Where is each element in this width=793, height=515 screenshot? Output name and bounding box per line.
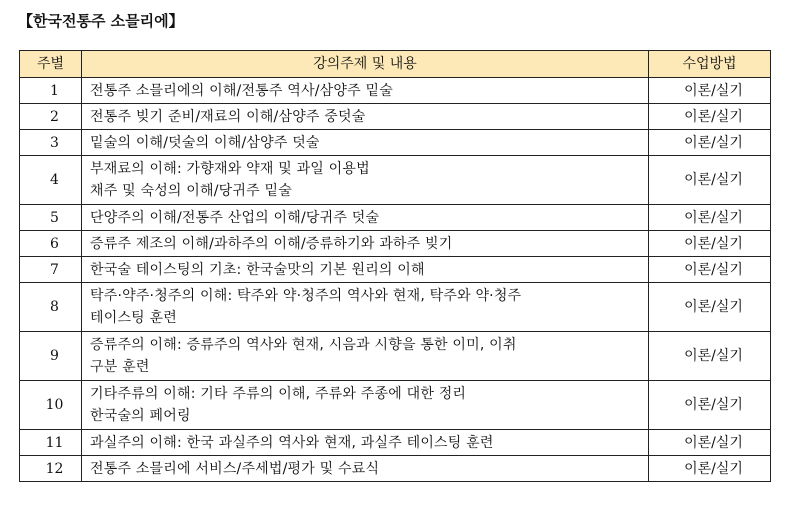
teaching-method: 이론/실기 (649, 456, 771, 482)
week-number: 1 (20, 78, 82, 104)
lecture-topic-line: 증류주의 이해: 증류주의 역사와 현재, 시음과 시향을 통한 이미, 이취 (90, 337, 517, 353)
lecture-topic-line: 한국술의 페어링 (90, 408, 191, 424)
table-row (20, 231, 771, 257)
lecture-topic-line: 전통주 소믈리에의 이해/전통주 역사/삼양주 밑술 (90, 82, 393, 99)
lecture-topic-line: 전통주 소믈리에 서비스/주세법/평가 및 수료식 (90, 460, 380, 477)
column-header-week: 주별 (20, 51, 82, 78)
week-number: 12 (20, 456, 82, 482)
lecture-topic-line: 단양주의 이해/전통주 산업의 이해/당귀주 덧술 (90, 209, 380, 226)
table-header-row (20, 51, 771, 78)
teaching-method: 이론/실기 (649, 205, 771, 231)
table-row (20, 156, 771, 205)
table-row (20, 257, 771, 283)
teaching-method: 이론/실기 (649, 283, 771, 332)
teaching-method: 이론/실기 (649, 156, 771, 205)
teaching-method: 이론/실기 (649, 104, 771, 130)
teaching-method: 이론/실기 (649, 78, 771, 104)
table-row (20, 430, 771, 456)
lecture-topic (82, 381, 649, 430)
week-number: 5 (20, 205, 82, 231)
lecture-topic-line: 부재료의 이해: 가향재와 약재 및 과일 이용법 (90, 161, 370, 177)
lecture-topic-line: 채주 및 숙성의 이해/당귀주 밑술 (90, 183, 292, 199)
teaching-method: 이론/실기 (649, 332, 771, 381)
lecture-topic-line: 기타주류의 이해: 기타 주류의 이해, 주류와 주종에 대한 정리 (90, 386, 467, 402)
teaching-method: 이론/실기 (649, 430, 771, 456)
lecture-topic-line: 증류주 제조의 이해/과하주의 이해/증류하기와 과하주 빚기 (90, 235, 453, 252)
table-row (20, 381, 771, 430)
course-schedule-table (19, 50, 771, 482)
lecture-topic-line: 과실주의 이해: 한국 과실주의 역사와 현재, 과실주 테이스팅 훈련 (90, 434, 494, 451)
week-number: 11 (20, 430, 82, 456)
lecture-topic-line: 한국술 테이스팅의 기초: 한국술맛의 기본 원리의 이해 (90, 261, 425, 278)
week-number: 9 (20, 332, 82, 381)
lecture-topic-line: 탁주·약주·청주의 이해: 탁주와 약·청주의 역사와 현재, 탁주와 약·청주 (90, 288, 522, 304)
lecture-topic-line: 테이스팅 훈련 (90, 310, 177, 326)
table-row (20, 283, 771, 332)
table-row (20, 78, 771, 104)
lecture-topic (82, 104, 649, 130)
lecture-topic (82, 205, 649, 231)
lecture-topic-line: 밑술의 이해/덧술의 이해/삼양주 덧술 (90, 134, 320, 151)
lecture-topic (82, 456, 649, 482)
lecture-topic-line: 구분 훈련 (90, 359, 150, 375)
page-title: 【한국전통주 소믈리에】 (18, 12, 184, 30)
column-header-method: 수업방법 (649, 51, 771, 78)
week-number: 4 (20, 156, 82, 205)
teaching-method: 이론/실기 (649, 257, 771, 283)
lecture-topic (82, 283, 649, 332)
week-number: 3 (20, 130, 82, 156)
week-number: 6 (20, 231, 82, 257)
teaching-method: 이론/실기 (649, 381, 771, 430)
teaching-method: 이론/실기 (649, 231, 771, 257)
table-row (20, 456, 771, 482)
week-number: 7 (20, 257, 82, 283)
lecture-topic (82, 332, 649, 381)
lecture-topic-line: 전통주 빚기 준비/재료의 이해/삼양주 중덧술 (90, 108, 366, 125)
lecture-topic (82, 156, 649, 205)
table-row (20, 205, 771, 231)
week-number: 8 (20, 283, 82, 332)
table-row (20, 332, 771, 381)
lecture-topic (82, 430, 649, 456)
week-number: 2 (20, 104, 82, 130)
lecture-topic (82, 231, 649, 257)
table-row (20, 130, 771, 156)
week-number: 10 (20, 381, 82, 430)
lecture-topic (82, 257, 649, 283)
lecture-topic (82, 130, 649, 156)
table-row (20, 104, 771, 130)
lecture-topic (82, 78, 649, 104)
teaching-method: 이론/실기 (649, 130, 771, 156)
column-header-topic: 강의주제 및 내용 (82, 51, 649, 78)
